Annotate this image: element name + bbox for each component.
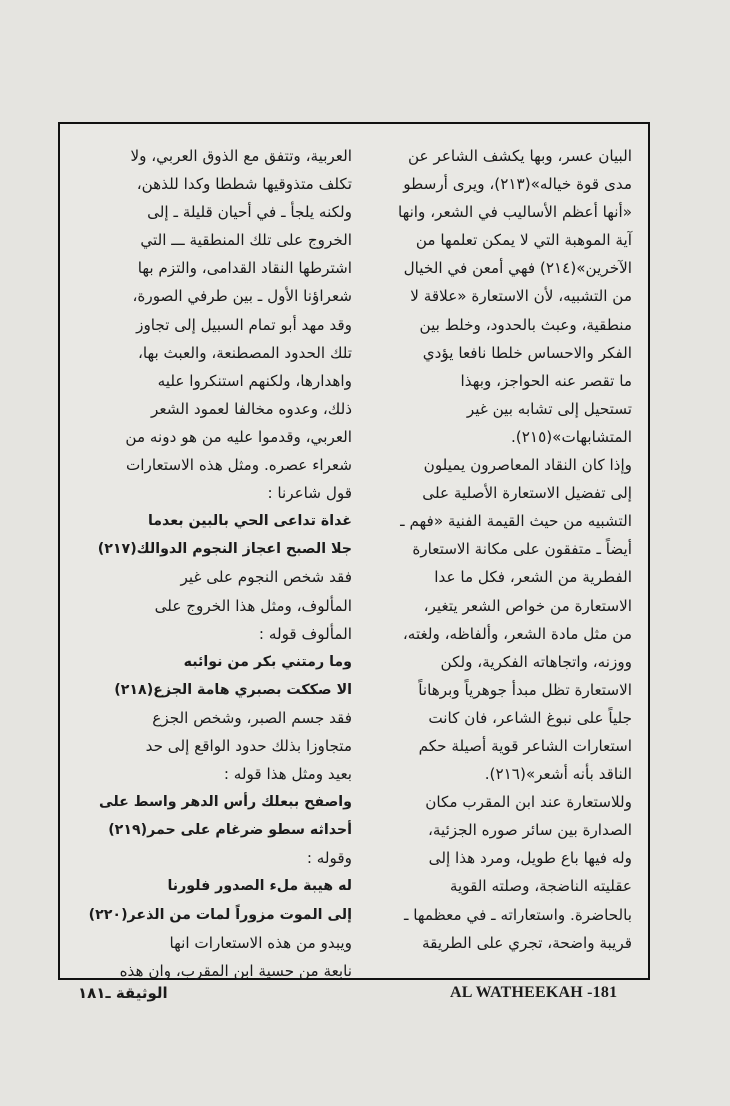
text-line: استعارات الشاعر قوية أصيلة حكم [418, 736, 632, 755]
text-line: وله فيها باع طويل، ومرد هذا إلى [428, 849, 632, 868]
text-line: وللاستعارة عند ابن المقرب مكان [425, 793, 632, 812]
text-line: فقد شخص النجوم على غير [180, 568, 352, 587]
left-column [80, 142, 352, 980]
text-line: ما تقصر عنه الحواجز، وبهذا [460, 371, 632, 390]
text-line: المألوف قوله : [258, 624, 352, 643]
text-line: العربي، وقدموا عليه من هو دونه من [125, 427, 352, 446]
text-line: التشبيه من حيث القيمة الفنية «فهم ـ [400, 512, 632, 531]
verse-line: أحداثه سطو ضرغام على حمر(٢١٩) [108, 822, 352, 839]
text-line: جلياً على نبوغ الشاعر، فان كانت [428, 708, 632, 727]
verse-line: الا صككت بصبري هامة الجزع(٢١٨) [114, 681, 352, 698]
text-line: بعيد ومثل هذا قوله : [223, 765, 352, 784]
text-line: ووزنه، واتجاهاته الفكرية، ولكن [440, 652, 632, 671]
verse-line: واصفح ببعلك رأس الدهر واسط على [99, 794, 352, 811]
text-line: الخروج على تلك المنطقية ـــ التي [140, 231, 352, 250]
text-line: اشترطها النقاد القدامى، والتزم بها [137, 259, 352, 278]
text-line: الناقد بأنه أشعر»(٢١٦). [484, 765, 632, 784]
verse-line: وما رمتني بكر من نوائبه [183, 653, 352, 670]
text-line: إلى تفضيل الاستعارة الأصلية على [422, 484, 632, 503]
text-line: عقليته الناضجة، وصلته القوية [449, 877, 632, 896]
text-line: متجاوزا بذلك حدود الواقع إلى حد [145, 736, 352, 755]
text-line: «أنها أعظم الأساليب في الشعر، وانها [397, 203, 632, 222]
page-frame [58, 122, 650, 980]
verse-line: له هيبة ملء الصدور فلورنا [167, 878, 352, 895]
text-line: فقد جسم الصبر، وشخص الجزع [152, 708, 352, 727]
text-line: وقد مهد أبو تمام السبيل إلى تجاوز [136, 315, 352, 334]
text-line: من مثل مادة الشعر، وألفاظه، ولغته، [402, 624, 632, 643]
text-line: المألوف، ومثل هذا الخروج على [154, 596, 352, 615]
text-line: تستحيل إلى تشابه بين غير [466, 399, 632, 418]
text-line: واهدارها، ولكنهم استنكروا عليه [157, 371, 352, 390]
text-line: الصدارة بين سائر صوره الجزئية، [427, 821, 632, 840]
text-line: المتشابهات»(٢١٥). [510, 427, 632, 446]
text-line: قريبة واضحة، تجري على الطريقة [422, 933, 632, 952]
text-line: أيضاً ـ متفقون على مكانة الاستعارة [412, 540, 632, 559]
text-line: الفطرية من الشعر، فكل ما عدا [434, 568, 632, 587]
text-line: منطقية، وعبث بالحدود، وخلط بين [419, 315, 632, 334]
verse-line: إلى الموت مزوراً لمات من الذعر(٢٢٠) [88, 906, 352, 923]
text-line: مدى قوة خياله»(٢١٣)، ويرى أرسطو [403, 175, 632, 194]
text-line: بالحاضرة. واستعاراته ـ في معظمها ـ [404, 905, 632, 924]
text-line: العربية، وتتفق مع الذوق العربي، ولا [130, 147, 352, 165]
verse-line: جلا الصبح اعجاز النجوم الدوالك(٢١٧) [97, 541, 352, 558]
text-line: شعراء عصره. ومثل هذه الاستعارات [126, 456, 352, 475]
text-line: آية الموهبة التي لا يمكن تعلمها من [415, 231, 632, 250]
text-line: الاستعارة تظل مبدأ جوهرياً وبرهاناً [418, 680, 632, 699]
footer-latin: AL WATHEEKAH -181 [450, 984, 618, 1001]
text-line: الاستعارة من خواص الشعر يتغير، [423, 596, 632, 615]
text-line: قول شاعرنا : [267, 484, 352, 503]
verse-line: غداة تداعى الحي بالبين بعدما [147, 513, 352, 530]
footer-arabic: الوثيقة ـ١٨١ [78, 984, 168, 1002]
text-line: تكلف متذوقيها شططا وكدا للذهن، [136, 175, 352, 194]
text-line: الفكر والاحساس خلطا نافعا يؤدي [422, 343, 632, 362]
text-line: من التشبيه، لأن الاستعارة «علاقة لا [410, 287, 632, 306]
text-line: وإذا كان النقاد المعاصرون يميلون [423, 456, 632, 475]
text-line: البيان عسر، وبها يكشف الشاعر عن [408, 147, 632, 165]
text-line: تلك الحدود المصطنعة، والعبث بها، [137, 343, 352, 362]
text-line: نابعة من حسية ابن المقرب، وان هذه [119, 961, 352, 980]
right-column [380, 142, 632, 960]
text-line: ذلك، وعدوه مخالفا لعمود الشعر [150, 399, 352, 418]
text-line: الآخرين»(٢١٤) فهي أمعن في الخيال [403, 259, 632, 278]
text-line: وقوله : [306, 849, 352, 868]
text-line: ويبدو من هذه الاستعارات انها [169, 933, 352, 952]
text-line: ولكنه يلجأ ـ في أحيان قليلة ـ إلى [147, 203, 352, 222]
text-line: شعراؤنا الأول ـ بين طرفي الصورة، [132, 287, 352, 306]
